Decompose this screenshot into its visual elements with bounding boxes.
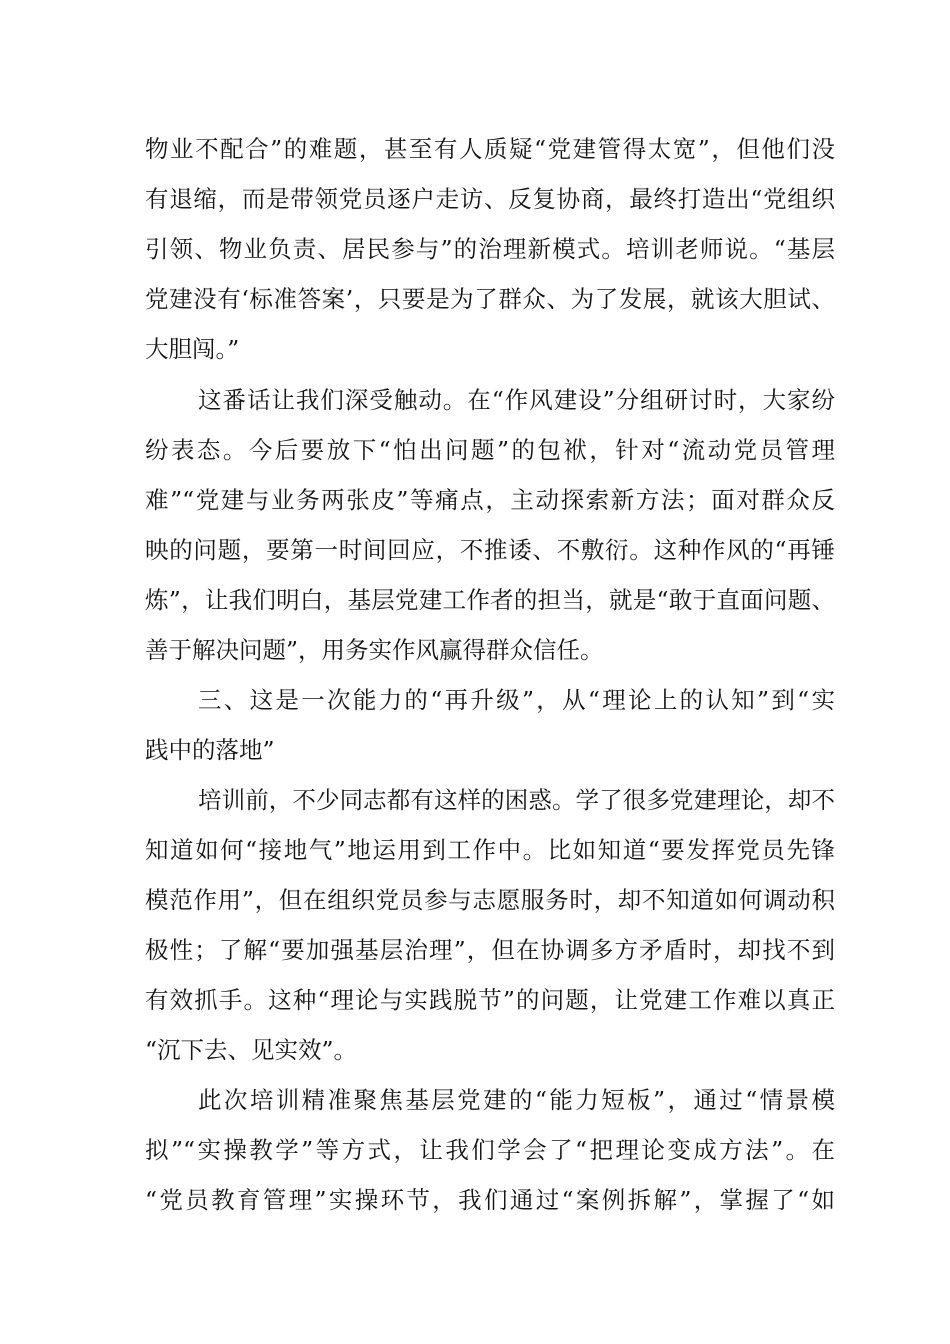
section-heading: 三、这是一次能力的“再升级”，从“理论上的认知”到“实 [198, 686, 835, 714]
text-line: 善于解决问题”，用务实作风赢得群众信任。 [145, 636, 604, 664]
paragraph-first-line: 培训前，不少同志都有这样的困惑。学了很多党建理论，却不 [198, 786, 835, 814]
text-line: 知道如何“接地气”地运用到工作中。比如知道“要发挥党员先锋 [145, 836, 835, 864]
text-line: 难”“党建与业务两张皮”等痛点，主动探索新方法；面对群众反 [145, 486, 835, 514]
text-line: 有退缩，而是带领党员逐户走访、反复协商，最终打造出“党组织 [145, 185, 835, 213]
text-line: “党员教育管理”实操环节，我们通过“案例拆解”，掌握了“如 [145, 1186, 835, 1214]
text-line: 极性；了解“要加强基层治理”，但在协调多方矛盾时，却找不到 [145, 936, 835, 964]
text-line: 炼”，让我们明白，基层党建工作者的担当，就是“敢于直面问题、 [145, 586, 835, 614]
section-heading: 践中的落地” [145, 736, 275, 764]
text-line: 党建没有‘标准答案’，只要是为了群众、为了发展，就该大胆试、 [145, 285, 835, 313]
text-line: 有效抓手。这种“理论与实践脱节”的问题，让党建工作难以真正 [145, 986, 835, 1014]
text-line: 物业不配合”的难题，甚至有人质疑“党建管得太宽”，但他们没 [145, 135, 835, 163]
paragraph-first-line: 此次培训精准聚焦基层党建的“能力短板”，通过“情景模 [198, 1086, 835, 1114]
text-line: 映的问题，要第一时间回应，不推诿、不敷衍。这种作风的“再锤 [145, 536, 835, 564]
text-line: “沉下去、见实效”。 [145, 1036, 358, 1064]
paragraph-first-line: 这番话让我们深受触动。在“作风建设”分组研讨时，大家纷 [198, 386, 835, 414]
text-line: 纷表态。今后要放下“怕出问题”的包袱，针对“流动党员管理 [145, 436, 835, 464]
text-line: 大胆闯。” [145, 335, 240, 363]
text-line: 引领、物业负责、居民参与”的治理新模式。培训老师说。“基层 [145, 235, 835, 263]
text-line: 拟”“实操教学”等方式，让我们学会了“把理论变成方法”。在 [145, 1136, 835, 1164]
text-line: 模范作用”，但在组织党员参与志愿服务时，却不知道如何调动积 [145, 886, 835, 914]
